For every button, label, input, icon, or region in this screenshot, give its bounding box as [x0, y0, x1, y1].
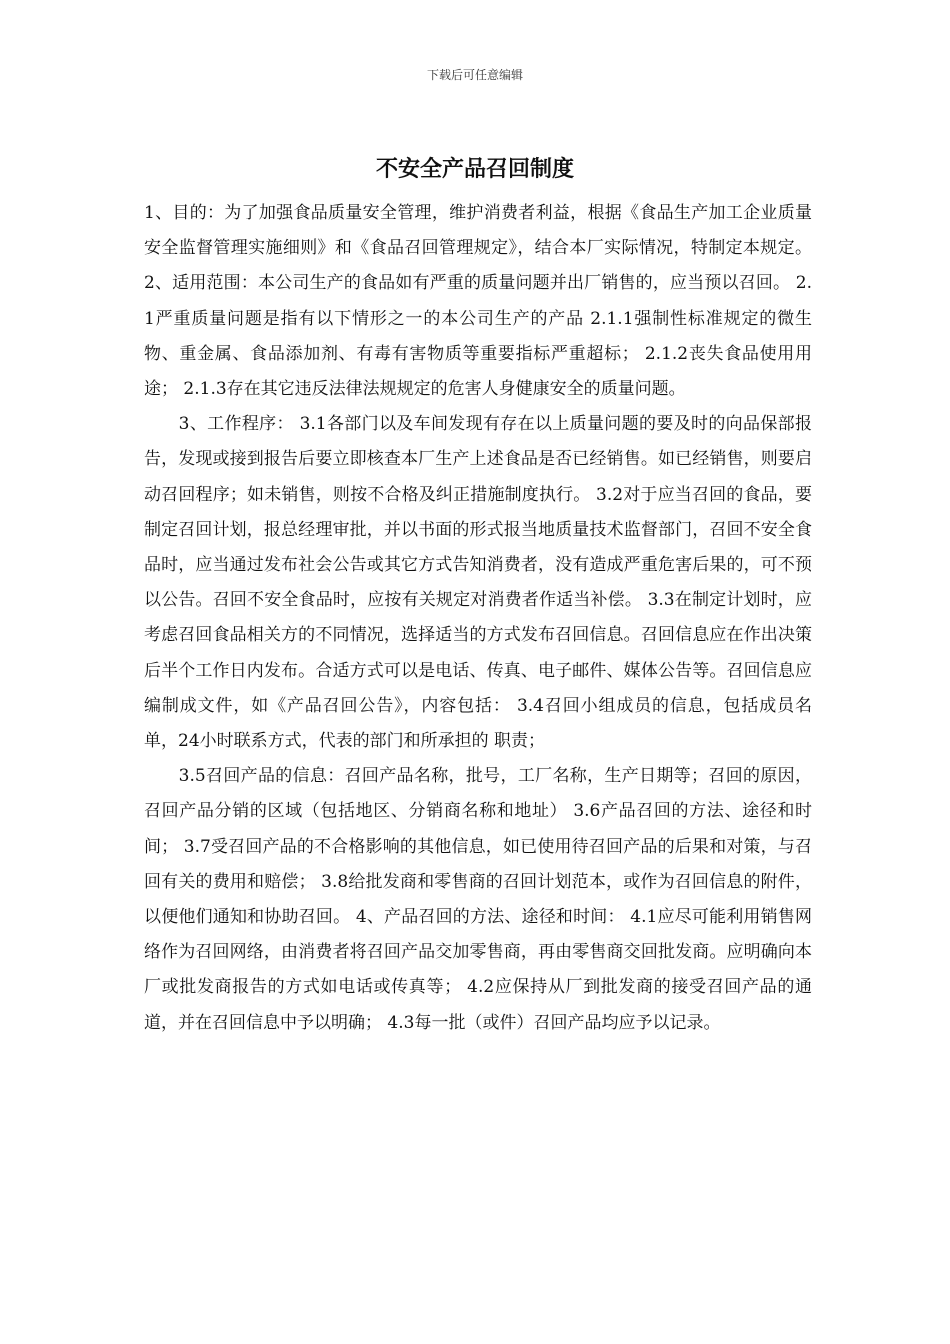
paragraph-recall-details: 3.5召回产品的信息：召回产品名称，批号，工厂名称，生产日期等；召回的原因，召回产品分销的区域（包括地区、分销商名称和地址） 3.6产品召回的方法、途径和时间； 3.7受召回产品的不合格影响的其他信息，如已使用待召回产品的后果和对策，与召回有关的费用和赔偿； 3.8给批发商和零售商的召回计划范本，或作为召回信息的附件，以便他们通知和协助召回。 4、产品召回的方法、途径和时间： 4.1应尽可能利用销售网络作为召回网络，由消费者将召回产品交加零售商，再由零售商交回批发商。应明确向本厂或批发商报告的方式如电话或传真等； 4.2应保持从厂到批发商的接受召回产品的通道，并在召回信息中予以明确； 4.3每一批（或件）召回产品均应予以记录。 [144, 766, 812, 1033]
document-title: 不安全产品召回制度 [375, 156, 574, 182]
document-body [144, 196, 812, 1041]
paragraph-purpose-scope: 1、目的：为了加强食品质量安全管理，维护消费者利益，根据《食品生产加工企业质量安全监督管理实施细则》和《食品召回管理规定》，结合本厂实际情况，特制定本规定。 2、适用范围：本公司生产的食品如有严重的质量问题并出厂销售的，应当预以召回。 2.1严重质量问题是指有以下情形之一的本公司生产的产品 2.1.1强制性标准规定的微生物、重金属、食品添加剂、有毒有害物质等重要指标严重超标； 2.1.2丧失食品使用用途； 2.1.3存在其它违反法律法规规定的危害人身健康安全的质量问题。 [144, 203, 812, 400]
paragraph-work-procedure: 3、工作程序： 3.1各部门以及车间发现有存在以上质量问题的要及时的向品保部报告，发现或接到报告后要立即核查本厂生产上述食品是否已经销售。如已经销售，则要启动召回程序；如未销售，则按不合格及纠正措施制度执行。 3.2对于应当召回的食品，要制定召回计划，报总经理审批，并以书面的形式报当地质量技术监督部门，召回不安全食品时，应当通过发布社会公告或其它方式告知消费者，没有造成严重危害后果的，可不预以公告。召回不安全食品时，应按有关规定对消费者作适当补偿。 3.3在制定计划时，应考虑召回食品相关方的不同情况，选择适当的方式发布召回信息。召回信息应在作出决策后半个工作日内发布。合适方式可以是电话、传真、电子邮件、媒体公告等。召回信息应编制成文件，如《产品召回公告》，内容包括： 3.4召回小组成员的信息，包括成员名单，24小时联系方式，代表的部门和所承担的 职责； [144, 414, 812, 752]
header-note: 下载后可任意编辑 [426, 68, 523, 82]
